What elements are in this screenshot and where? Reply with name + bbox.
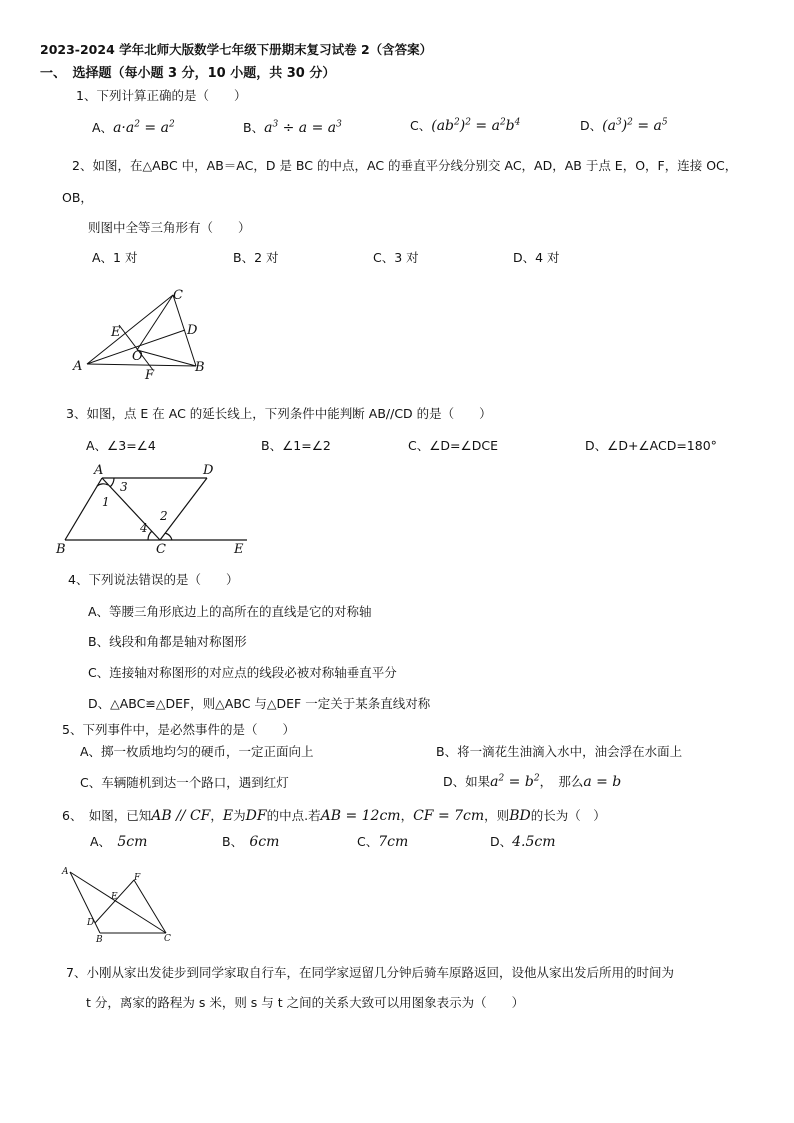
- q6-stem-df: DF: [245, 808, 267, 824]
- q6-option-c-label: C、: [357, 834, 379, 849]
- q6-option-b[interactable]: [222, 832, 279, 850]
- q3-label-e: E: [234, 542, 244, 556]
- q3-angle4-arc: [148, 531, 152, 540]
- q6-option-b-value: 6cm: [249, 834, 280, 850]
- q7-stem-line1: 7、小刚从家出发徒步到同学家取自行车，在同学家逗留几分钟后骑车原路返回，设他从家出发后所用的时间为: [66, 965, 674, 980]
- q1-option-d-formula: $(a^3)^2 = a^5$: [602, 117, 668, 134]
- q1-option-d-label: D、: [580, 118, 603, 133]
- q1-option-b[interactable]: [243, 118, 342, 136]
- q3-line-ab: [65, 478, 102, 540]
- q6-option-a-label: A、: [90, 834, 105, 849]
- q6-stem-cf-length: CF = 7cm: [413, 808, 485, 824]
- q4-option-c[interactable]: C、连接轴对称图形的对应点的线段必被对称轴垂直平分: [88, 665, 397, 680]
- q6-figure: [58, 862, 183, 947]
- q6-option-c[interactable]: [357, 832, 408, 850]
- q4-option-d[interactable]: D、△ABC≌△DEF，则△ABC 与△DEF 一定关于某条直线对称: [88, 696, 431, 711]
- q6-option-b-label: B、: [222, 834, 237, 849]
- q1-stem: 1、下列计算正确的是（ ）: [76, 88, 247, 103]
- q1-option-a-label: A、: [92, 120, 114, 135]
- q1-option-b-formula: $a^3 \div a = a^3$: [264, 119, 342, 136]
- q2-stem-line2: OB，: [62, 190, 93, 205]
- q1-option-a[interactable]: [92, 118, 175, 136]
- q1-option-c-label: C、: [410, 118, 432, 133]
- q3-label-d: D: [203, 463, 214, 478]
- q4-stem: 4、下列说法错误的是（ ）: [68, 572, 239, 587]
- q6-stem-ab-length: AB = 12cm: [320, 808, 401, 824]
- q4-option-a[interactable]: A、等腰三角形底边上的高所在的直线是它的对称轴: [88, 604, 372, 619]
- q3-stem: 3、如图，点 E 在 AC 的延长线上，下列条件中能判断 AB//CD 的是（ ）: [66, 406, 492, 421]
- q2-line-ob: [137, 350, 196, 366]
- q2-line-ac: [87, 295, 173, 364]
- q2-stem-line1: 2、如图，在△ABC 中，AB＝AC，D 是 BC 的中点，AC 的垂直平分线分别交 AC，AD，AB 于点 E，O，F，连接 OC，: [72, 158, 738, 173]
- q3-label-3: 3: [120, 480, 128, 494]
- q7-stem-line2: t 分，离家的路程为 s 米，则 s 与 t 之间的关系大致可以用图象表示为（ ）: [86, 995, 525, 1010]
- q6-label-f: F: [134, 873, 141, 883]
- q6-option-d-value: 4.5cm: [512, 834, 556, 850]
- q3-label-4: 4: [140, 521, 148, 535]
- q6-option-d-label: D、: [490, 834, 513, 849]
- q5-option-d-conclusion: a = b: [583, 774, 622, 790]
- q2-figure: [65, 282, 225, 382]
- q2-line-ab: [87, 364, 196, 366]
- q3-label-2: 2: [160, 509, 168, 523]
- q6-stem-wei: 为: [233, 808, 246, 823]
- q6-option-a-value: 5cm: [117, 834, 148, 850]
- q6-label-c: C: [164, 934, 171, 944]
- q6-line-fc: [134, 880, 166, 933]
- q3-option-b[interactable]: B、∠1=∠2: [261, 438, 331, 453]
- q5-option-a[interactable]: A、掷一枚质地均匀的硬币，一定正面向上: [80, 744, 314, 759]
- q1-option-c[interactable]: [410, 116, 520, 134]
- q6-stem-comma1: ，: [210, 808, 223, 823]
- q1-option-a-formula: $a\cdot a^2 = a^2$: [113, 119, 175, 136]
- q6-stem-tail: 的长为（ ）: [530, 808, 606, 823]
- q2-option-a[interactable]: A、1 对: [92, 250, 138, 265]
- q6-option-c-value: 7cm: [378, 834, 409, 850]
- q2-option-d[interactable]: D、4 对: [513, 250, 560, 265]
- q6-option-a[interactable]: [90, 832, 147, 850]
- q6-label-b: B: [96, 935, 103, 945]
- q3-line-ac: [102, 478, 160, 540]
- q2-line-oc: [137, 295, 173, 350]
- q3-angle2-arc: [165, 533, 172, 540]
- q6-stem-midpoint: 的中点.若: [266, 808, 321, 823]
- q5-option-d-prefix: D、如果: [443, 774, 491, 789]
- q2-label-b: B: [195, 360, 205, 375]
- q2-label-o: O: [132, 349, 143, 364]
- q6-label-a: A: [62, 867, 69, 877]
- q3-angle3-arc: [110, 478, 114, 487]
- q3-label-1: 1: [102, 495, 110, 509]
- q5-option-d-tail: ， 那么: [539, 774, 584, 789]
- q2-option-c[interactable]: C、3 对: [373, 250, 419, 265]
- q1-option-b-label: B、: [243, 120, 265, 135]
- q6-stem-bd: BD: [509, 808, 531, 824]
- q6-label-e: E: [111, 892, 118, 902]
- page-title: 2023-2024 学年北师大版数学七年级下册期末复习试卷 2（含答案）: [40, 42, 433, 57]
- q3-label-a: A: [94, 463, 104, 478]
- q3-option-a[interactable]: A、∠3=∠4: [86, 438, 156, 453]
- q3-option-c[interactable]: C、∠D=∠DCE: [408, 438, 498, 453]
- q2-label-e: E: [111, 325, 121, 340]
- q3-label-c: C: [156, 542, 166, 556]
- q6-label-d: D: [87, 918, 95, 928]
- q3-figure: [52, 460, 257, 556]
- q6-stem-e: E: [222, 808, 234, 824]
- q6-stem: [62, 806, 606, 824]
- q6-stem-num: 6、 如图，已知: [62, 808, 152, 823]
- q2-label-c: C: [173, 288, 183, 303]
- q2-label-f: F: [145, 368, 155, 382]
- q6-line-ac: [70, 872, 166, 933]
- q5-option-c[interactable]: C、车辆随机到达一个路口，遇到红灯: [80, 775, 289, 790]
- q3-option-d[interactable]: D、∠D+∠ACD=180°: [585, 438, 717, 453]
- q5-option-d-condition: $a^2 = b^2$: [490, 773, 540, 790]
- q5-stem: 5、下列事件中，是必然事件的是（ ）: [62, 722, 295, 737]
- q5-option-b[interactable]: B、将一滴花生油滴入水中，油会浮在水面上: [436, 744, 683, 759]
- section-heading: 一、 选择题（每小题 3 分，10 小题，共 30 分）: [40, 66, 336, 81]
- q2-label-d: D: [187, 323, 198, 338]
- q1-option-c-formula: $(ab^2)^2 = a^2b^4$: [431, 117, 521, 134]
- q1-option-d[interactable]: [580, 116, 668, 134]
- q2-option-b[interactable]: B、2 对: [233, 250, 279, 265]
- q2-label-a: A: [73, 359, 83, 374]
- q6-stem-ab-parallel-cf: AB // CF: [151, 808, 211, 824]
- q5-option-d[interactable]: [443, 772, 621, 790]
- q6-stem-comma2: ，: [400, 808, 414, 823]
- q4-option-b[interactable]: B、线段和角都是轴对称图形: [88, 634, 247, 649]
- q6-option-d[interactable]: [490, 832, 556, 850]
- q3-label-b: B: [56, 542, 66, 556]
- q2-stem-line3: 则图中全等三角形有（ ）: [88, 220, 251, 235]
- q6-stem-ze: ，则: [484, 808, 510, 823]
